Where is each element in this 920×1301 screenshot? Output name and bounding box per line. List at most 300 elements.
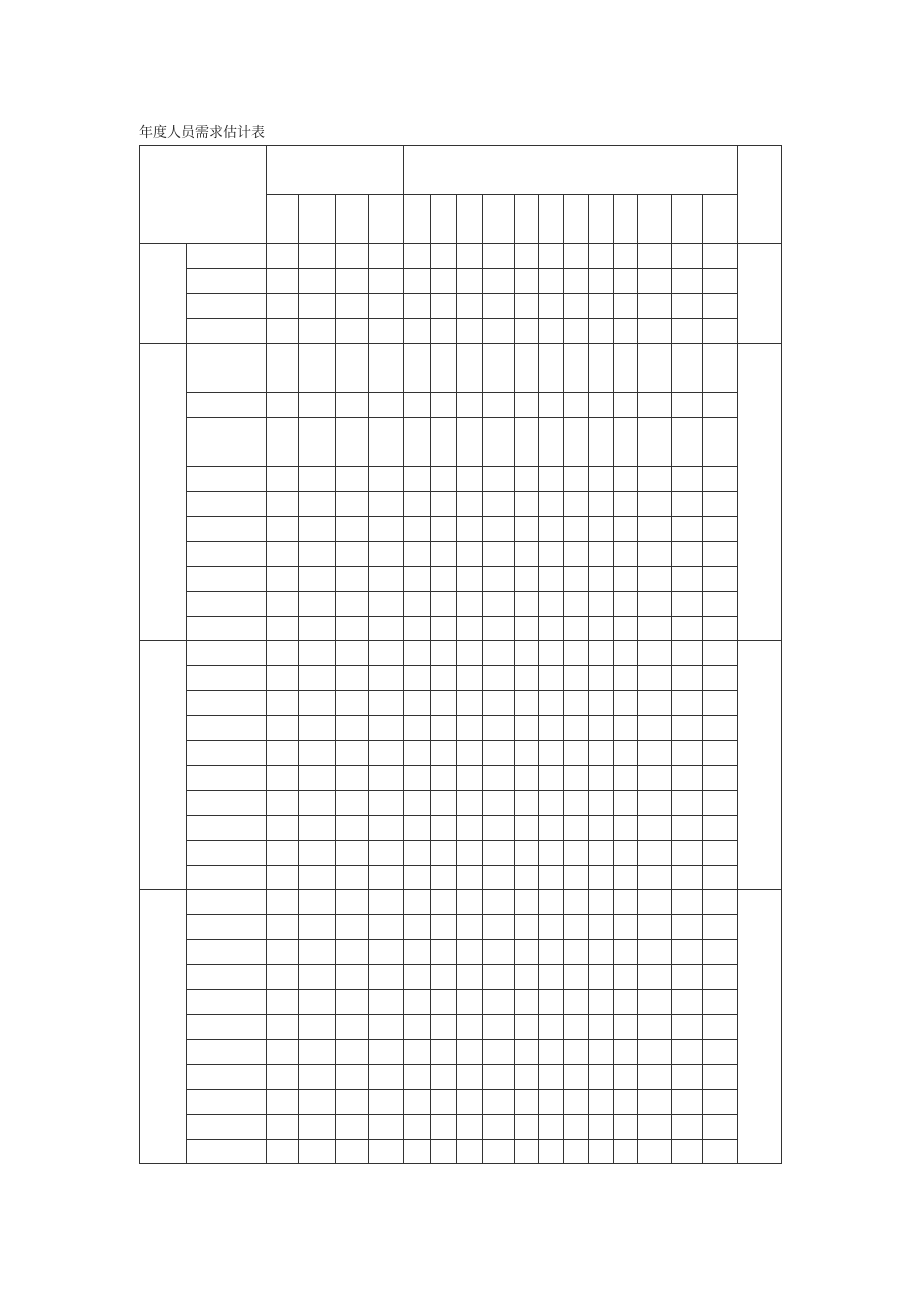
table-cell[interactable] bbox=[613, 466, 638, 492]
table-cell[interactable] bbox=[403, 243, 431, 269]
table-cell[interactable] bbox=[637, 815, 672, 841]
table-cell[interactable] bbox=[671, 889, 703, 915]
table-cell[interactable] bbox=[588, 318, 614, 344]
table-cell[interactable] bbox=[430, 293, 457, 319]
table-cell[interactable] bbox=[430, 964, 457, 990]
table-cell[interactable] bbox=[298, 392, 336, 418]
reason-cell-group-3[interactable] bbox=[737, 640, 782, 890]
table-cell[interactable] bbox=[266, 1139, 299, 1164]
table-cell[interactable] bbox=[403, 989, 431, 1015]
table-cell[interactable] bbox=[403, 1039, 431, 1065]
table-cell[interactable] bbox=[368, 889, 404, 915]
table-cell[interactable] bbox=[368, 1064, 404, 1090]
table-cell[interactable] bbox=[403, 566, 431, 592]
table-cell[interactable] bbox=[456, 865, 483, 890]
table-cell[interactable] bbox=[563, 566, 589, 592]
table-cell[interactable] bbox=[368, 840, 404, 866]
table-cell[interactable] bbox=[563, 865, 589, 890]
table-cell[interactable] bbox=[430, 591, 457, 617]
table-cell[interactable] bbox=[403, 343, 431, 393]
table-cell[interactable] bbox=[637, 640, 672, 666]
table-cell[interactable] bbox=[298, 1014, 336, 1040]
table-cell[interactable] bbox=[702, 1064, 738, 1090]
table-cell[interactable] bbox=[613, 665, 638, 691]
table-cell[interactable] bbox=[514, 989, 539, 1015]
table-cell[interactable] bbox=[482, 989, 515, 1015]
table-cell[interactable] bbox=[266, 343, 299, 393]
table-cell[interactable] bbox=[514, 566, 539, 592]
table-cell[interactable] bbox=[403, 268, 431, 294]
table-cell[interactable] bbox=[403, 640, 431, 666]
table-cell[interactable] bbox=[514, 1039, 539, 1065]
table-cell[interactable] bbox=[563, 491, 589, 517]
table-cell[interactable] bbox=[368, 1139, 404, 1164]
table-cell[interactable] bbox=[430, 343, 457, 393]
table-cell[interactable] bbox=[613, 964, 638, 990]
table-cell[interactable] bbox=[430, 417, 457, 467]
table-cell[interactable] bbox=[637, 466, 672, 492]
table-cell[interactable] bbox=[563, 318, 589, 344]
table-cell[interactable] bbox=[456, 417, 483, 467]
table-cell[interactable] bbox=[482, 343, 515, 393]
table-cell[interactable] bbox=[588, 392, 614, 418]
table-cell[interactable] bbox=[637, 318, 672, 344]
table-cell[interactable] bbox=[403, 914, 431, 940]
table-cell[interactable] bbox=[613, 1064, 638, 1090]
table-cell[interactable] bbox=[335, 889, 369, 915]
table-cell[interactable] bbox=[702, 466, 738, 492]
table-cell[interactable] bbox=[266, 1114, 299, 1140]
table-cell[interactable] bbox=[671, 865, 703, 890]
table-cell[interactable] bbox=[456, 939, 483, 965]
table-cell[interactable] bbox=[613, 640, 638, 666]
table-cell[interactable] bbox=[613, 765, 638, 791]
table-cell[interactable] bbox=[298, 1139, 336, 1164]
table-cell[interactable] bbox=[335, 939, 369, 965]
table-cell[interactable] bbox=[298, 243, 336, 269]
table-cell[interactable] bbox=[588, 889, 614, 915]
table-cell[interactable] bbox=[613, 1114, 638, 1140]
reason-cell-group-1[interactable] bbox=[737, 243, 782, 344]
table-cell[interactable] bbox=[671, 964, 703, 990]
table-cell[interactable] bbox=[482, 715, 515, 741]
table-cell[interactable] bbox=[298, 840, 336, 866]
table-cell[interactable] bbox=[368, 293, 404, 319]
table-cell[interactable] bbox=[671, 541, 703, 567]
table-cell[interactable] bbox=[335, 1014, 369, 1040]
table-cell[interactable] bbox=[588, 1064, 614, 1090]
table-cell[interactable] bbox=[613, 392, 638, 418]
table-cell[interactable] bbox=[403, 417, 431, 467]
table-cell[interactable] bbox=[335, 466, 369, 492]
table-cell[interactable] bbox=[671, 392, 703, 418]
table-cell[interactable] bbox=[368, 491, 404, 517]
table-cell[interactable] bbox=[538, 740, 564, 766]
table-cell[interactable] bbox=[514, 318, 539, 344]
table-cell[interactable] bbox=[563, 343, 589, 393]
table-cell[interactable] bbox=[702, 790, 738, 816]
table-cell[interactable] bbox=[538, 865, 564, 890]
table-cell[interactable] bbox=[482, 268, 515, 294]
table-cell[interactable] bbox=[368, 541, 404, 567]
table-cell[interactable] bbox=[538, 516, 564, 542]
table-cell[interactable] bbox=[266, 541, 299, 567]
table-cell[interactable] bbox=[335, 541, 369, 567]
table-cell[interactable] bbox=[266, 690, 299, 716]
table-cell[interactable] bbox=[613, 318, 638, 344]
table-cell[interactable] bbox=[588, 790, 614, 816]
table-cell[interactable] bbox=[368, 640, 404, 666]
table-cell[interactable] bbox=[298, 541, 336, 567]
table-cell[interactable] bbox=[613, 293, 638, 319]
table-cell[interactable] bbox=[613, 616, 638, 641]
table-cell[interactable] bbox=[637, 491, 672, 517]
table-cell[interactable] bbox=[563, 665, 589, 691]
table-cell[interactable] bbox=[403, 491, 431, 517]
table-cell[interactable] bbox=[456, 790, 483, 816]
table-cell[interactable] bbox=[563, 591, 589, 617]
table-cell[interactable] bbox=[335, 690, 369, 716]
table-cell[interactable] bbox=[637, 616, 672, 641]
table-cell[interactable] bbox=[456, 591, 483, 617]
table-cell[interactable] bbox=[563, 964, 589, 990]
table-cell[interactable] bbox=[538, 715, 564, 741]
table-cell[interactable] bbox=[538, 392, 564, 418]
table-cell[interactable] bbox=[671, 616, 703, 641]
table-cell[interactable] bbox=[671, 243, 703, 269]
table-cell[interactable] bbox=[403, 318, 431, 344]
table-cell[interactable] bbox=[613, 343, 638, 393]
table-cell[interactable] bbox=[335, 591, 369, 617]
table-cell[interactable] bbox=[588, 815, 614, 841]
table-cell[interactable] bbox=[563, 293, 589, 319]
reason-cell-group-2[interactable] bbox=[737, 343, 782, 641]
table-cell[interactable] bbox=[538, 1114, 564, 1140]
table-cell[interactable] bbox=[298, 765, 336, 791]
table-cell[interactable] bbox=[613, 715, 638, 741]
table-cell[interactable] bbox=[613, 491, 638, 517]
table-cell[interactable] bbox=[456, 616, 483, 641]
table-cell[interactable] bbox=[637, 914, 672, 940]
table-cell[interactable] bbox=[538, 840, 564, 866]
table-cell[interactable] bbox=[613, 889, 638, 915]
table-cell[interactable] bbox=[637, 392, 672, 418]
table-cell[interactable] bbox=[588, 715, 614, 741]
table-cell[interactable] bbox=[637, 417, 672, 467]
table-cell[interactable] bbox=[266, 964, 299, 990]
table-cell[interactable] bbox=[514, 914, 539, 940]
table-cell[interactable] bbox=[514, 840, 539, 866]
table-cell[interactable] bbox=[368, 690, 404, 716]
table-cell[interactable] bbox=[637, 591, 672, 617]
table-cell[interactable] bbox=[588, 466, 614, 492]
table-cell[interactable] bbox=[482, 616, 515, 641]
table-cell[interactable] bbox=[298, 318, 336, 344]
table-cell[interactable] bbox=[298, 815, 336, 841]
table-cell[interactable] bbox=[335, 293, 369, 319]
table-cell[interactable] bbox=[403, 616, 431, 641]
table-cell[interactable] bbox=[514, 417, 539, 467]
table-cell[interactable] bbox=[613, 1039, 638, 1065]
table-cell[interactable] bbox=[514, 790, 539, 816]
table-cell[interactable] bbox=[514, 1014, 539, 1040]
table-cell[interactable] bbox=[266, 616, 299, 641]
table-cell[interactable] bbox=[588, 939, 614, 965]
table-cell[interactable] bbox=[298, 690, 336, 716]
table-cell[interactable] bbox=[266, 740, 299, 766]
table-cell[interactable] bbox=[298, 616, 336, 641]
table-cell[interactable] bbox=[613, 1014, 638, 1040]
table-cell[interactable] bbox=[514, 690, 539, 716]
table-cell[interactable] bbox=[430, 392, 457, 418]
table-cell[interactable] bbox=[266, 466, 299, 492]
table-cell[interactable] bbox=[563, 1114, 589, 1140]
table-cell[interactable] bbox=[266, 1064, 299, 1090]
table-cell[interactable] bbox=[298, 889, 336, 915]
table-cell[interactable] bbox=[266, 865, 299, 890]
table-cell[interactable] bbox=[514, 1139, 539, 1164]
table-cell[interactable] bbox=[482, 591, 515, 617]
table-cell[interactable] bbox=[403, 740, 431, 766]
table-cell[interactable] bbox=[637, 1114, 672, 1140]
table-cell[interactable] bbox=[482, 1039, 515, 1065]
table-cell[interactable] bbox=[335, 1064, 369, 1090]
table-cell[interactable] bbox=[637, 865, 672, 890]
table-cell[interactable] bbox=[637, 243, 672, 269]
table-cell[interactable] bbox=[298, 715, 336, 741]
table-cell[interactable] bbox=[588, 640, 614, 666]
table-cell[interactable] bbox=[482, 865, 515, 890]
table-cell[interactable] bbox=[368, 616, 404, 641]
table-cell[interactable] bbox=[368, 268, 404, 294]
table-cell[interactable] bbox=[368, 318, 404, 344]
table-cell[interactable] bbox=[368, 914, 404, 940]
table-cell[interactable] bbox=[563, 790, 589, 816]
table-cell[interactable] bbox=[588, 865, 614, 890]
table-cell[interactable] bbox=[368, 466, 404, 492]
table-cell[interactable] bbox=[538, 466, 564, 492]
table-cell[interactable] bbox=[266, 1039, 299, 1065]
table-cell[interactable] bbox=[637, 1139, 672, 1164]
table-cell[interactable] bbox=[538, 243, 564, 269]
table-cell[interactable] bbox=[298, 790, 336, 816]
table-cell[interactable] bbox=[403, 1114, 431, 1140]
table-cell[interactable] bbox=[266, 665, 299, 691]
table-cell[interactable] bbox=[702, 1114, 738, 1140]
table-cell[interactable] bbox=[702, 840, 738, 866]
table-cell[interactable] bbox=[368, 566, 404, 592]
table-cell[interactable] bbox=[335, 491, 369, 517]
table-cell[interactable] bbox=[637, 541, 672, 567]
table-cell[interactable] bbox=[702, 417, 738, 467]
table-cell[interactable] bbox=[702, 690, 738, 716]
table-cell[interactable] bbox=[368, 1114, 404, 1140]
table-cell[interactable] bbox=[702, 243, 738, 269]
table-cell[interactable] bbox=[637, 840, 672, 866]
table-cell[interactable] bbox=[403, 790, 431, 816]
table-cell[interactable] bbox=[368, 1039, 404, 1065]
table-cell[interactable] bbox=[514, 466, 539, 492]
table-cell[interactable] bbox=[335, 964, 369, 990]
table-cell[interactable] bbox=[298, 1064, 336, 1090]
table-cell[interactable] bbox=[588, 417, 614, 467]
table-cell[interactable] bbox=[538, 541, 564, 567]
table-cell[interactable] bbox=[456, 840, 483, 866]
table-cell[interactable] bbox=[482, 417, 515, 467]
table-cell[interactable] bbox=[671, 293, 703, 319]
table-cell[interactable] bbox=[588, 243, 614, 269]
table-cell[interactable] bbox=[588, 1089, 614, 1115]
table-cell[interactable] bbox=[266, 491, 299, 517]
table-cell[interactable] bbox=[637, 293, 672, 319]
table-cell[interactable] bbox=[298, 640, 336, 666]
table-cell[interactable] bbox=[671, 1114, 703, 1140]
table-cell[interactable] bbox=[482, 640, 515, 666]
table-cell[interactable] bbox=[430, 1139, 457, 1164]
table-cell[interactable] bbox=[613, 268, 638, 294]
table-cell[interactable] bbox=[671, 840, 703, 866]
table-cell[interactable] bbox=[456, 1139, 483, 1164]
table-cell[interactable] bbox=[563, 740, 589, 766]
table-cell[interactable] bbox=[514, 491, 539, 517]
table-cell[interactable] bbox=[368, 516, 404, 542]
table-cell[interactable] bbox=[671, 516, 703, 542]
table-cell[interactable] bbox=[588, 268, 614, 294]
table-cell[interactable] bbox=[403, 815, 431, 841]
table-cell[interactable] bbox=[456, 541, 483, 567]
table-cell[interactable] bbox=[368, 1089, 404, 1115]
table-cell[interactable] bbox=[482, 914, 515, 940]
table-cell[interactable] bbox=[514, 591, 539, 617]
table-cell[interactable] bbox=[671, 640, 703, 666]
table-cell[interactable] bbox=[671, 690, 703, 716]
table-cell[interactable] bbox=[482, 964, 515, 990]
table-cell[interactable] bbox=[298, 865, 336, 890]
table-cell[interactable] bbox=[456, 516, 483, 542]
table-cell[interactable] bbox=[335, 715, 369, 741]
table-cell[interactable] bbox=[430, 690, 457, 716]
table-cell[interactable] bbox=[456, 690, 483, 716]
table-cell[interactable] bbox=[563, 616, 589, 641]
table-cell[interactable] bbox=[613, 914, 638, 940]
table-cell[interactable] bbox=[514, 939, 539, 965]
table-cell[interactable] bbox=[266, 566, 299, 592]
table-cell[interactable] bbox=[266, 715, 299, 741]
table-cell[interactable] bbox=[588, 566, 614, 592]
table-cell[interactable] bbox=[538, 1139, 564, 1164]
table-cell[interactable] bbox=[588, 541, 614, 567]
table-cell[interactable] bbox=[368, 740, 404, 766]
table-cell[interactable] bbox=[671, 914, 703, 940]
table-cell[interactable] bbox=[335, 243, 369, 269]
table-cell[interactable] bbox=[430, 989, 457, 1015]
table-cell[interactable] bbox=[702, 964, 738, 990]
table-cell[interactable] bbox=[613, 1139, 638, 1164]
table-cell[interactable] bbox=[266, 318, 299, 344]
table-cell[interactable] bbox=[538, 566, 564, 592]
table-cell[interactable] bbox=[563, 815, 589, 841]
table-cell[interactable] bbox=[671, 1014, 703, 1040]
table-cell[interactable] bbox=[702, 1139, 738, 1164]
table-cell[interactable] bbox=[335, 1089, 369, 1115]
table-cell[interactable] bbox=[482, 1114, 515, 1140]
table-cell[interactable] bbox=[482, 243, 515, 269]
table-cell[interactable] bbox=[430, 889, 457, 915]
table-cell[interactable] bbox=[335, 268, 369, 294]
table-cell[interactable] bbox=[335, 417, 369, 467]
table-cell[interactable] bbox=[403, 939, 431, 965]
table-cell[interactable] bbox=[368, 815, 404, 841]
table-cell[interactable] bbox=[335, 740, 369, 766]
table-cell[interactable] bbox=[538, 616, 564, 641]
table-cell[interactable] bbox=[671, 343, 703, 393]
table-cell[interactable] bbox=[482, 790, 515, 816]
table-cell[interactable] bbox=[430, 1014, 457, 1040]
table-cell[interactable] bbox=[613, 566, 638, 592]
table-cell[interactable] bbox=[335, 318, 369, 344]
table-cell[interactable] bbox=[563, 243, 589, 269]
table-cell[interactable] bbox=[702, 541, 738, 567]
table-cell[interactable] bbox=[637, 790, 672, 816]
table-cell[interactable] bbox=[613, 740, 638, 766]
table-cell[interactable] bbox=[335, 616, 369, 641]
table-cell[interactable] bbox=[456, 566, 483, 592]
table-cell[interactable] bbox=[266, 392, 299, 418]
table-cell[interactable] bbox=[563, 914, 589, 940]
table-cell[interactable] bbox=[456, 1014, 483, 1040]
table-cell[interactable] bbox=[588, 1039, 614, 1065]
table-cell[interactable] bbox=[514, 343, 539, 393]
table-cell[interactable] bbox=[538, 293, 564, 319]
table-cell[interactable] bbox=[266, 939, 299, 965]
table-cell[interactable] bbox=[298, 939, 336, 965]
table-cell[interactable] bbox=[538, 989, 564, 1015]
table-cell[interactable] bbox=[456, 1064, 483, 1090]
table-cell[interactable] bbox=[482, 1089, 515, 1115]
table-cell[interactable] bbox=[563, 1039, 589, 1065]
table-cell[interactable] bbox=[588, 690, 614, 716]
table-cell[interactable] bbox=[514, 765, 539, 791]
table-cell[interactable] bbox=[456, 964, 483, 990]
table-cell[interactable] bbox=[335, 840, 369, 866]
table-cell[interactable] bbox=[613, 989, 638, 1015]
table-cell[interactable] bbox=[538, 591, 564, 617]
table-cell[interactable] bbox=[637, 665, 672, 691]
table-cell[interactable] bbox=[563, 1064, 589, 1090]
table-cell[interactable] bbox=[588, 840, 614, 866]
table-cell[interactable] bbox=[538, 343, 564, 393]
table-cell[interactable] bbox=[702, 516, 738, 542]
table-cell[interactable] bbox=[702, 491, 738, 517]
table-cell[interactable] bbox=[482, 516, 515, 542]
table-cell[interactable] bbox=[335, 640, 369, 666]
table-cell[interactable] bbox=[588, 740, 614, 766]
table-cell[interactable] bbox=[403, 665, 431, 691]
table-cell[interactable] bbox=[430, 566, 457, 592]
table-cell[interactable] bbox=[563, 690, 589, 716]
table-cell[interactable] bbox=[368, 343, 404, 393]
table-cell[interactable] bbox=[456, 491, 483, 517]
table-cell[interactable] bbox=[514, 889, 539, 915]
table-cell[interactable] bbox=[613, 417, 638, 467]
table-cell[interactable] bbox=[298, 914, 336, 940]
table-cell[interactable] bbox=[403, 293, 431, 319]
table-cell[interactable] bbox=[368, 1014, 404, 1040]
table-cell[interactable] bbox=[482, 466, 515, 492]
table-cell[interactable] bbox=[335, 989, 369, 1015]
table-cell[interactable] bbox=[298, 591, 336, 617]
table-cell[interactable] bbox=[514, 1064, 539, 1090]
